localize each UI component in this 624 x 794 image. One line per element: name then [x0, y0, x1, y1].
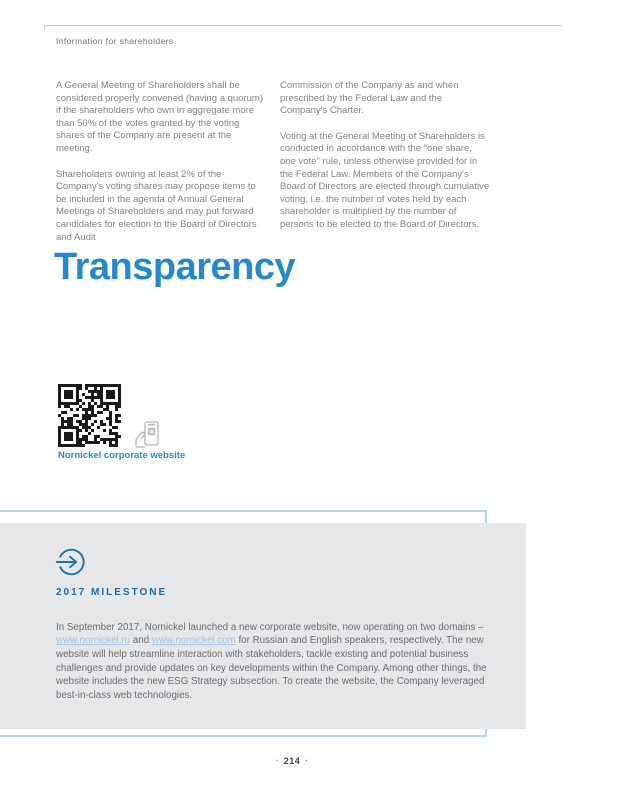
- intro-paragraph: A General Meeting of Shareholders shall be considered properly convened (having a quorum) if the shareholders who own in aggregate more than 50% of the votes granted by the voting shares of the Company are present at the meeting.: [56, 80, 264, 154]
- footer-right-dot: ·: [305, 756, 308, 765]
- milestone-label: 2017 MILESTONE: [56, 587, 168, 598]
- footer-left-dot: ·: [276, 756, 279, 765]
- milestone-frame-top: [0, 510, 487, 512]
- intro-column-left: [56, 80, 266, 257]
- milestone-conjunction: and: [132, 635, 150, 647]
- header-rule: [44, 25, 562, 26]
- page-title: Transparency: [54, 246, 296, 288]
- page-number: 214: [283, 756, 301, 766]
- milestone-frame-bottom: [0, 735, 487, 737]
- intro-paragraph: Voting at the General Meeting of Shareholders is conducted in accordance with the "one share, one vote" rule, unless otherwise provided for in the Federal Law. Members of the Company's Board of Directors are elected through cumulative voting, i.e. the number of votes held by each shareholder is multiplied by the number of persons to be elected to the Board of Directors.: [280, 130, 490, 230]
- milestone-text: [56, 621, 493, 703]
- intro-column-right: [280, 80, 490, 257]
- milestone-text-before: In September 2017, Nornickel launched a new corporate website, now operating on two domains –: [56, 621, 484, 633]
- intro-columns: [56, 80, 490, 257]
- intro-paragraph: Commission of the Company as and when prescribed by the Federal Law and the Company's Charter.: [280, 80, 459, 117]
- page-footer: [262, 756, 322, 766]
- link-nornickel-ru[interactable]: www.nornickel.ru: [56, 635, 131, 647]
- intro-paragraph: Shareholders owning at least 2% of the Company's voting shares may propose items to be included in the agenda of Annual General Meetings of Shareholders and may put forward candidates for election to the Board of Directors and Audit: [56, 168, 257, 243]
- qr-caption: Nornickel corporate website: [58, 450, 186, 461]
- milestone-text-after: for Russian and English speakers, respectively. The new website will help streamline interaction with stakeholders, tackle existing and potential business challenges and provide updates on key developments within the Company. Among other things, the website includes the new ESG Strategy subsection. To create the website, the Company leveraged best-in-class web technologies.: [56, 635, 487, 701]
- arrow-circle-icon: [54, 545, 88, 584]
- milestone-frame-top-corner: [485, 510, 487, 524]
- running-header: Information for shareholders: [56, 36, 174, 46]
- qr-code: [58, 384, 121, 447]
- header-rule-tick: [44, 25, 45, 29]
- milestone-frame-bottom-corner: [485, 729, 487, 737]
- link-nornickel-com[interactable]: www.nornickel.com: [151, 635, 236, 647]
